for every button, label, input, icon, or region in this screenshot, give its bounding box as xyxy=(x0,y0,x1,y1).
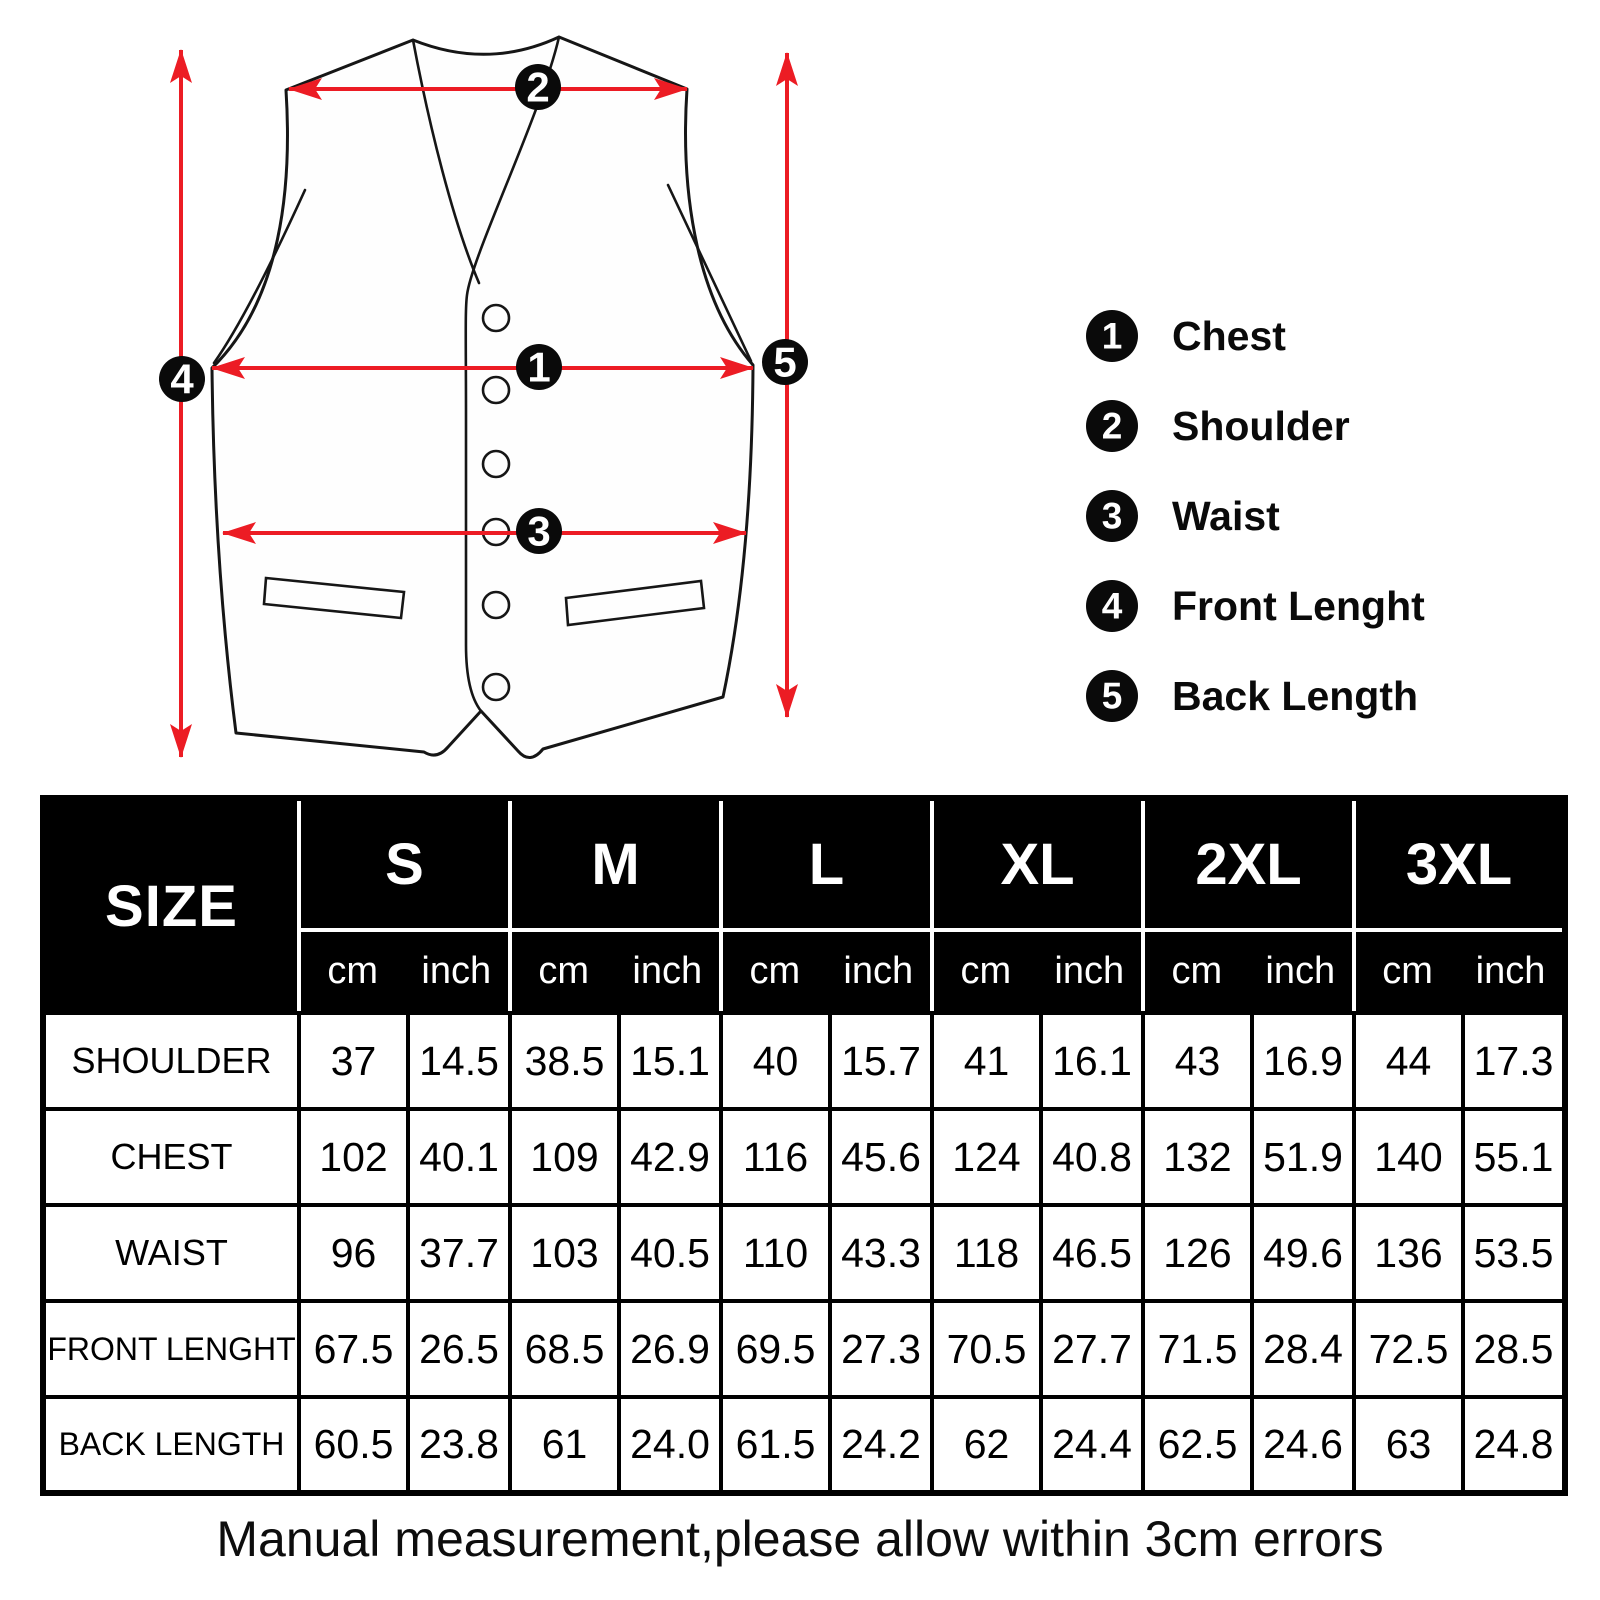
value-cell: 49.6 xyxy=(1252,1205,1354,1301)
row-label: FRONT LENGHT xyxy=(43,1301,299,1397)
badge-number: 2 xyxy=(526,63,550,111)
value-cell: 51.9 xyxy=(1252,1109,1354,1205)
unit-header xyxy=(721,930,932,1013)
value-cell: 68.5 xyxy=(510,1301,619,1397)
legend-label: Chest xyxy=(1172,313,1286,359)
table-row xyxy=(43,1109,1565,1205)
marker-badge-back-length xyxy=(762,339,808,386)
value-cell: 26.5 xyxy=(408,1301,510,1397)
value-cell: 24.8 xyxy=(1463,1397,1565,1493)
value-cell: 40.5 xyxy=(619,1205,721,1301)
value-cell: 103 xyxy=(510,1205,619,1301)
value-cell: 16.9 xyxy=(1252,1013,1354,1109)
legend-badge-number: 5 xyxy=(1101,675,1123,717)
value-cell: 109 xyxy=(510,1109,619,1205)
badge-number: 1 xyxy=(527,343,551,391)
legend-item xyxy=(1086,400,1350,452)
value-cell: 38.5 xyxy=(510,1013,619,1109)
value-cell: 37.7 xyxy=(408,1205,510,1301)
unit-header xyxy=(299,930,510,1013)
value-cell: 15.7 xyxy=(830,1013,932,1109)
value-cell: 23.8 xyxy=(408,1397,510,1493)
unit-inch: inch xyxy=(1475,950,1546,992)
legend-item xyxy=(1086,490,1280,542)
value-cell: 40.8 xyxy=(1041,1109,1143,1205)
value-cell: 24.0 xyxy=(619,1397,721,1493)
legend-item xyxy=(1086,670,1418,722)
unit-cm: cm xyxy=(960,950,1012,992)
value-cell: 46.5 xyxy=(1041,1205,1143,1301)
legend-label: Waist xyxy=(1172,493,1280,539)
legend-badge-number: 2 xyxy=(1101,405,1123,447)
value-cell: 40 xyxy=(721,1013,830,1109)
value-cell: 24.6 xyxy=(1252,1397,1354,1493)
value-cell: 71.5 xyxy=(1143,1301,1252,1397)
value-cell: 67.5 xyxy=(299,1301,408,1397)
value-cell: 62 xyxy=(932,1397,1041,1493)
value-cell: 26.9 xyxy=(619,1301,721,1397)
value-cell: 132 xyxy=(1143,1109,1252,1205)
legend-badge-number: 4 xyxy=(1101,585,1123,627)
value-cell: 44 xyxy=(1354,1013,1463,1109)
value-cell: 15.1 xyxy=(619,1013,721,1109)
legend-label: Back Length xyxy=(1172,673,1419,719)
value-cell: 17.3 xyxy=(1463,1013,1565,1109)
size-header-3xl: 3XL xyxy=(1354,798,1565,930)
value-cell: 61 xyxy=(510,1397,619,1493)
unit-inch: inch xyxy=(843,950,914,992)
value-cell: 72.5 xyxy=(1354,1301,1463,1397)
value-cell: 40.1 xyxy=(408,1109,510,1205)
row-label: CHEST xyxy=(43,1109,299,1205)
legend-label: Front Lenght xyxy=(1172,583,1425,629)
vest-measurement-diagram xyxy=(0,0,1600,795)
value-cell: 55.1 xyxy=(1463,1109,1565,1205)
badge-number: 4 xyxy=(170,355,194,403)
value-cell: 27.7 xyxy=(1041,1301,1143,1397)
unit-inch: inch xyxy=(1054,950,1125,992)
value-cell: 43 xyxy=(1143,1013,1252,1109)
size-header-l: L xyxy=(721,798,932,930)
value-cell: 60.5 xyxy=(299,1397,408,1493)
size-header-2xl: 2XL xyxy=(1143,798,1354,930)
row-label: SHOULDER xyxy=(43,1013,299,1109)
unit-cm: cm xyxy=(1171,950,1223,992)
value-cell: 136 xyxy=(1354,1205,1463,1301)
value-cell: 126 xyxy=(1143,1205,1252,1301)
value-cell: 69.5 xyxy=(721,1301,830,1397)
value-cell: 102 xyxy=(299,1109,408,1205)
size-header-m: M xyxy=(510,798,721,930)
value-cell: 140 xyxy=(1354,1109,1463,1205)
value-cell: 61.5 xyxy=(721,1397,830,1493)
legend-badge-number: 1 xyxy=(1101,315,1123,357)
value-cell: 70.5 xyxy=(932,1301,1041,1397)
value-cell: 41 xyxy=(932,1013,1041,1109)
legend xyxy=(1086,310,1425,722)
legend-item xyxy=(1086,580,1425,632)
row-label: BACK LENGTH xyxy=(43,1397,299,1493)
unit-cm: cm xyxy=(749,950,801,992)
value-cell: 116 xyxy=(721,1109,830,1205)
badge-number: 3 xyxy=(527,507,551,555)
value-cell: 28.5 xyxy=(1463,1301,1565,1397)
unit-cm: cm xyxy=(1382,950,1433,992)
value-cell: 27.3 xyxy=(830,1301,932,1397)
value-cell: 14.5 xyxy=(408,1013,510,1109)
legend-badge-number: 3 xyxy=(1101,495,1123,537)
value-cell: 110 xyxy=(721,1205,830,1301)
table-row xyxy=(43,1301,1565,1397)
badge-number: 5 xyxy=(773,338,797,386)
unit-header xyxy=(1143,930,1354,1013)
measurement-disclaimer: Manual measurement,please allow within 3cm errors xyxy=(216,1511,1384,1567)
unit-inch: inch xyxy=(1265,950,1336,992)
value-cell: 63 xyxy=(1354,1397,1463,1493)
value-cell: 24.2 xyxy=(830,1397,932,1493)
table-row xyxy=(43,1397,1565,1493)
table-row xyxy=(43,1205,1565,1301)
unit-header xyxy=(932,930,1143,1013)
unit-cm: cm xyxy=(327,950,379,992)
value-cell: 37 xyxy=(299,1013,408,1109)
value-cell: 62.5 xyxy=(1143,1397,1252,1493)
value-cell: 42.9 xyxy=(619,1109,721,1205)
value-cell: 43.3 xyxy=(830,1205,932,1301)
size-header-xl: XL xyxy=(932,798,1143,930)
value-cell: 16.1 xyxy=(1041,1013,1143,1109)
size-header-s: S xyxy=(299,798,510,930)
value-cell: 53.5 xyxy=(1463,1205,1565,1301)
marker-badge-front-length xyxy=(159,356,205,403)
value-cell: 28.4 xyxy=(1252,1301,1354,1397)
value-cell: 118 xyxy=(932,1205,1041,1301)
legend-item xyxy=(1086,310,1286,362)
legend-label: Shoulder xyxy=(1172,403,1350,449)
unit-inch: inch xyxy=(632,950,703,992)
value-cell: 45.6 xyxy=(830,1109,932,1205)
value-cell: 24.4 xyxy=(1041,1397,1143,1493)
vest-outline xyxy=(212,37,753,758)
unit-cm: cm xyxy=(538,950,590,992)
unit-inch: inch xyxy=(421,950,492,992)
table-row xyxy=(43,1013,1565,1109)
size-table xyxy=(40,795,1568,1496)
size-corner-header: SIZE xyxy=(43,798,299,1013)
unit-header xyxy=(510,930,721,1013)
value-cell: 124 xyxy=(932,1109,1041,1205)
row-label: WAIST xyxy=(43,1205,299,1301)
unit-header xyxy=(1354,930,1565,1013)
value-cell: 96 xyxy=(299,1205,408,1301)
